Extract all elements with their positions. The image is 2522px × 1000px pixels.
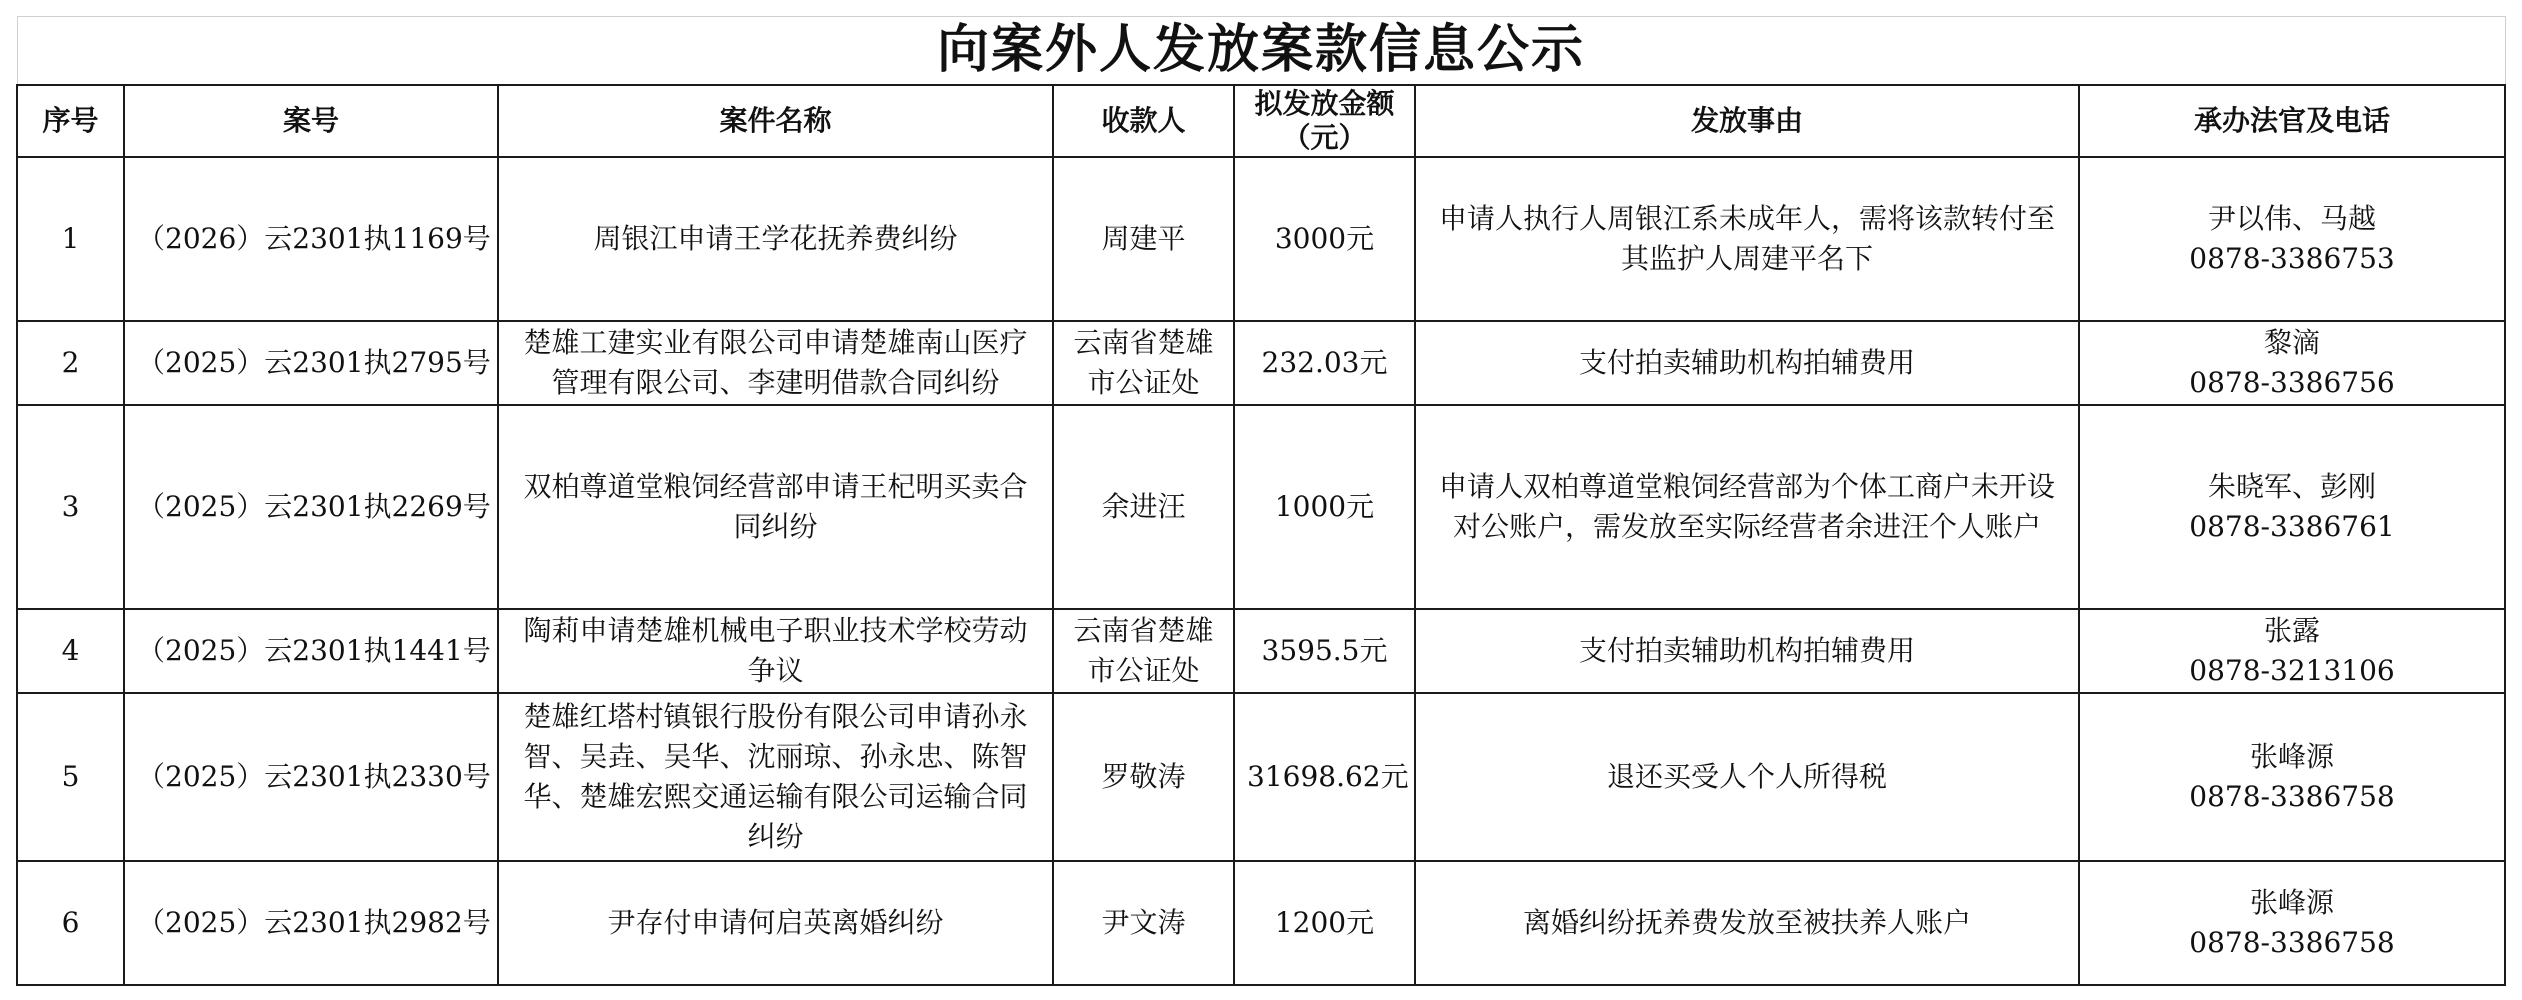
- cell-judge: [2079, 861, 2505, 985]
- judge-name: 尹以伟、马越: [2208, 201, 2377, 235]
- header-case-no: 案号: [124, 85, 498, 157]
- cell-reason: 申请人执行人周银江系未成年人，需将该款转付至其监护人周建平名下: [1415, 157, 2079, 321]
- cell-case-no: （2025）云2301执2982号: [124, 861, 498, 985]
- cell-case-no: （2025）云2301执2269号: [124, 405, 498, 609]
- cell-reason: 申请人双柏尊道堂粮饲经营部为个体工商户未开设对公账户，需发放至实际经营者余进汪个人账户: [1415, 405, 2079, 609]
- cell-seq: 5: [17, 693, 124, 861]
- cell-case-name: 尹存付申请何启英离婚纠纷: [498, 861, 1053, 985]
- table-row: [17, 405, 2505, 609]
- judge-phone: 0878-3386758: [2189, 779, 2395, 813]
- cell-reason: 退还买受人个人所得税: [1415, 693, 2079, 861]
- cell-payee: 尹文涛: [1053, 861, 1234, 985]
- cell-case-name: 周银江申请王学花抚养费纠纷: [498, 157, 1053, 321]
- title-row: [17, 17, 2505, 85]
- cell-amount: 3000元: [1234, 157, 1415, 321]
- cell-judge: [2079, 321, 2505, 405]
- page-title: 向案外人发放案款信息公示: [17, 17, 2505, 85]
- cell-amount: 1000元: [1234, 405, 1415, 609]
- notice-sheet: [16, 16, 2504, 984]
- disbursement-table: [16, 16, 2506, 986]
- cell-seq: 3: [17, 405, 124, 609]
- judge-name: 张露: [2264, 613, 2321, 647]
- judge-name: 张峰源: [2250, 885, 2335, 919]
- cell-reason: 支付拍卖辅助机构拍辅费用: [1415, 321, 2079, 405]
- header-amount-line1: 拟发放金额: [1254, 86, 1395, 120]
- cell-payee: 云南省楚雄市公证处: [1053, 321, 1234, 405]
- header-amount-line2: （元）: [1282, 120, 1367, 154]
- cell-case-no: （2025）云2301执2330号: [124, 693, 498, 861]
- table-row: [17, 693, 2505, 861]
- header-row: [17, 85, 2505, 157]
- judge-name: 黎滴: [2264, 325, 2321, 359]
- table-row: [17, 609, 2505, 693]
- judge-phone: 0878-3213106: [2189, 653, 2395, 687]
- table-row: [17, 157, 2505, 321]
- cell-amount: 31698.62元: [1234, 693, 1415, 861]
- header-payee: 收款人: [1053, 85, 1234, 157]
- cell-case-no: （2025）云2301执1441号: [124, 609, 498, 693]
- cell-seq: 4: [17, 609, 124, 693]
- cell-seq: 1: [17, 157, 124, 321]
- header-reason: 发放事由: [1415, 85, 2079, 157]
- cell-judge: [2079, 157, 2505, 321]
- judge-name: 张峰源: [2250, 739, 2335, 773]
- judge-phone: 0878-3386758: [2189, 925, 2395, 959]
- table-row: [17, 321, 2505, 405]
- cell-case-name: 陶莉申请楚雄机械电子职业技术学校劳动争议: [498, 609, 1053, 693]
- judge-phone: 0878-3386761: [2189, 509, 2395, 543]
- header-judge: 承办法官及电话: [2079, 85, 2505, 157]
- cell-case-name: 楚雄红塔村镇银行股份有限公司申请孙永智、吴垚、吴华、沈丽琼、孙永忠、陈智华、楚雄宏熙交通运输有限公司运输合同纠纷: [498, 693, 1053, 861]
- cell-payee: 周建平: [1053, 157, 1234, 321]
- cell-seq: 2: [17, 321, 124, 405]
- cell-case-name: 楚雄工建实业有限公司申请楚雄南山医疗管理有限公司、李建明借款合同纠纷: [498, 321, 1053, 405]
- cell-amount: 3595.5元: [1234, 609, 1415, 693]
- cell-case-no: （2026）云2301执1169号: [124, 157, 498, 321]
- cell-judge: [2079, 405, 2505, 609]
- judge-phone: 0878-3386753: [2189, 241, 2395, 275]
- cell-reason: 支付拍卖辅助机构拍辅费用: [1415, 609, 2079, 693]
- header-seq: 序号: [17, 85, 124, 157]
- cell-amount: 1200元: [1234, 861, 1415, 985]
- judge-name: 朱晓军、彭刚: [2208, 469, 2377, 503]
- cell-payee: 罗敬涛: [1053, 693, 1234, 861]
- table-row: [17, 861, 2505, 985]
- cell-reason: 离婚纠纷抚养费发放至被扶养人账户: [1415, 861, 2079, 985]
- cell-seq: 6: [17, 861, 124, 985]
- header-case-name: 案件名称: [498, 85, 1053, 157]
- cell-judge: [2079, 609, 2505, 693]
- header-amount: [1234, 85, 1415, 157]
- cell-case-name: 双柏尊道堂粮饲经营部申请王杞明买卖合同纠纷: [498, 405, 1053, 609]
- cell-payee: 云南省楚雄市公证处: [1053, 609, 1234, 693]
- cell-payee: 余进汪: [1053, 405, 1234, 609]
- cell-amount: 232.03元: [1234, 321, 1415, 405]
- judge-phone: 0878-3386756: [2189, 365, 2395, 399]
- cell-case-no: （2025）云2301执2795号: [124, 321, 498, 405]
- cell-judge: [2079, 693, 2505, 861]
